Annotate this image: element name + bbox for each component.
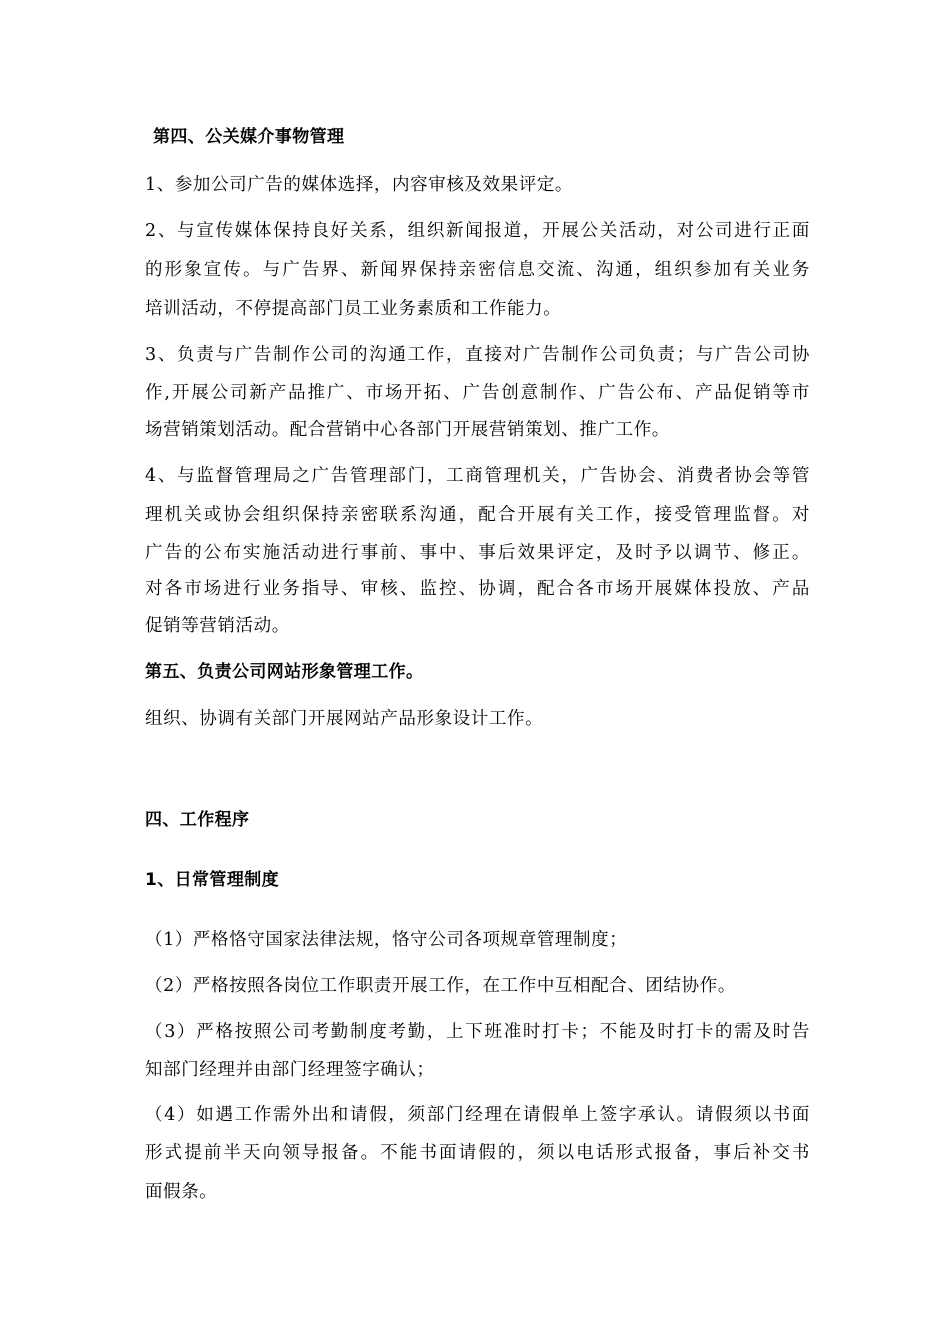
section4-heading: 第四、公关媒介事物管理 [153,127,345,147]
rule4-line3: 面假条。 [145,1182,218,1202]
item5-1: 组织、协调有关部门开展网站产品形象设计工作。 [145,709,544,729]
item4-1: 1、参加公司广告的媒体选择，内容审核及效果评定。 [145,175,574,195]
rule4-line2: 形式提前半天向领导报备。不能书面请假的，须以电话形式报备，事后补交书 [145,1143,810,1163]
rule3-line2: 知部门经理并由部门经理签字确认； [145,1060,435,1080]
section5-heading: 第五、负责公司网站形象管理工作。 [145,662,424,682]
item4-2-line1: 2、与宣传媒体保持良好关系，组织新闻报道，开展公关活动，对公司进行正面 [145,221,810,241]
item4-4-line5: 促销等营销活动。 [145,616,290,636]
rule4-line1: （4）如遇工作需外出和请假，须部门经理在请假单上签字承认。请假须以书面 [145,1105,810,1125]
rule2: （2）严格按照各岗位工作职责开展工作，在工作中互相配合、团结协作。 [145,976,736,996]
rule1: （1）严格恪守国家法律法规，恪守公司各项规章管理制度； [145,930,628,950]
chapter4-heading: 四、工作程序 [145,810,250,830]
item4-4-line4: 对各市场进行业务指导、审核、监控、协调，配合各市场开展媒体投放、产品 [145,579,810,599]
rule3-line1: （3）严格按照公司考勤制度考勤，上下班准时打卡；不能及时打卡的需及时告 [145,1022,810,1042]
item4-4-line2: 理机关或协会组织保持亲密联系沟通，配合开展有关工作，接受管理监督。对 [145,505,810,525]
item4-4-line1: 4、与监督管理局之广告管理部门，工商管理机关，广告协会、消费者协会等管 [145,466,810,486]
item4-2-line2: 的形象宣传。与广告界、新闻界保持亲密信息交流、沟通，组织参加有关业务 [145,260,810,280]
item4-3-line2: 作,开展公司新产品推广、市场开拓、广告创意制作、广告公布、产品促销等市 [145,383,810,403]
item4-3-line3: 场营销策划活动。配合营销中心各部门开展营销策划、推广工作。 [145,420,670,440]
item4-3-line1: 3、负责与广告制作公司的沟通工作，直接对广告制作公司负责；与广告公司协 [145,345,810,365]
item4-4-line3: 广告的公布实施活动进行事前、事中、事后效果评定，及时予以调节、修正。 [145,543,810,563]
item4-2-line3: 培训活动，不停提高部门员工业务素质和工作能力。 [145,299,562,319]
sub1-heading: 1、日常管理制度 [145,870,280,890]
